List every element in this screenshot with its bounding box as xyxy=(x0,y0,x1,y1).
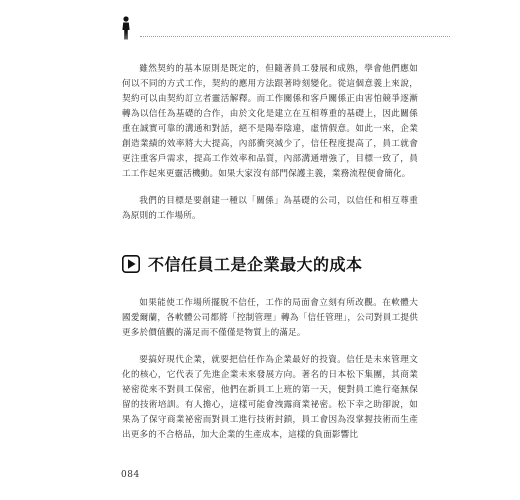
standing-person-icon xyxy=(120,16,132,40)
page-number: 084 xyxy=(121,470,140,480)
body-text xyxy=(122,62,418,443)
page-header xyxy=(104,16,450,40)
section-heading-text: 不信任員工是企業最大的成本 xyxy=(148,254,363,274)
header-dotted-rule xyxy=(140,36,450,37)
section-heading xyxy=(122,252,418,276)
paragraph-matsushita-example: 要搞好現代企業，就要把信任作為企業最好的投資。信任是未來管理文化的核心，它代表了先進企業未來發展方向。著名的日本松下集團，其商業祕密從來不對員工保密，他們在新員工上班的第一天，便對員工進行毫無保留的技術培訓。有人擔心，這樣可能會洩露商業祕密。松下幸之助卻說，如果為了保守商業祕密而對員工進行技術封鎖，員工會因為沒掌握技術而生產出更多的不合格品，加大企業的生產成本，這樣的負面影響比 xyxy=(122,355,418,440)
play-triangle-icon xyxy=(122,255,140,273)
paragraph-ireland-example: 如果能使工作場所擺脫不信任，工作的局面會立刻有所改觀。在軟體大國愛爾蘭，各軟體公司都將「控制管理」轉為「信任管理」，公司對員工提供更多於價值觀的滿足而不僅僅是物質上的滿足。 xyxy=(122,298,418,338)
paragraph-contract-flexibility: 雖然契約的基本原則是既定的，但隨著員工發展和成熟，學會他們應如何以不同的方式工作，契約的應用方法跟著時刻變化。從這個意義上來說，契約可以由契約訂立者靈活解釋。而工作關係和客戶關係正由害怕競爭逐漸轉為以信任為基礎的合作，由於文化是建立在互相尊重的基礎上，因此關係重在誠實可靠的溝通和對話，絕不是陽奉陰違，虛情假意。如此一來，企業創造業績的效率將大大提高，內部衝突減少了，信任程度提高了，員工就會更注重客戶需求，提高工作效率和品質，內部溝通增強了，目標一致了，員工工作起來更靈活機動。如果大家沒有部門保護主義，業務流程便會簡化。 xyxy=(122,64,418,179)
paragraph-goal-statement: 我們的目標是要創建一種以「關係」為基礎的公司，以信任和相互尊重為原則的工作場所。 xyxy=(122,196,418,221)
